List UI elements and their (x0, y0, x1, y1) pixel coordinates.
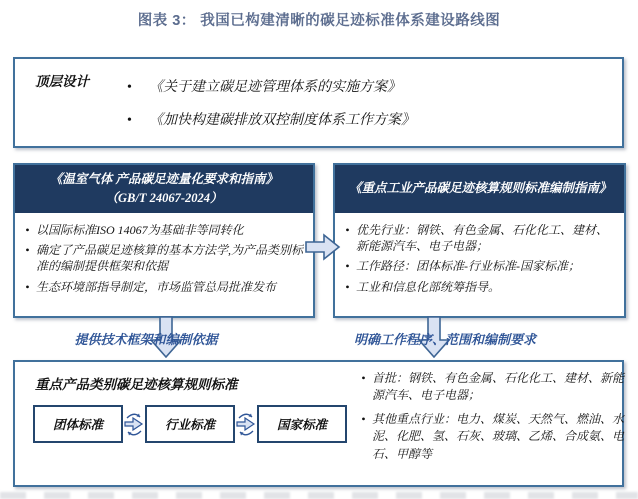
industry-guide-title: 《重点工业产品碳足迹核算规则标准编制指南》 (349, 181, 612, 196)
cycle-arrows-icon (234, 407, 258, 441)
figure-title: 图表 3： 我国已构建清晰的碳足迹标准体系建设路线图 (137, 13, 501, 29)
list-item: • 以国际标准ISO 14067为基础非等同转化 (19, 222, 307, 238)
step-industry-standard: 行业标准 (145, 405, 235, 443)
list-item: • 工业和信息化部统筹指导。 (339, 279, 618, 295)
standards-progression (33, 404, 347, 444)
product-rules-heading: 重点产品类别碳足迹核算规则标准 (35, 377, 238, 392)
list-item: • 工作路径：团体标准-行业标准-国家标准； (339, 258, 618, 274)
product-rules-box (13, 360, 624, 487)
right-arrow-label: 明确工作程序、范围和编制要求 (353, 332, 536, 347)
gbt-standard-bullet-list (15, 213, 313, 295)
list-item: • 优先行业：钢铁、有色金属、石化化工、建材、新能源汽车、电子电器； (339, 222, 618, 254)
top-design-box (13, 57, 624, 148)
list-item: • 生态环境部指导制定，市场监管总局批准发布 (19, 279, 307, 295)
list-item: • 《加快构建碳排放双控制度体系工作方案》 (123, 112, 603, 131)
industry-guide-bullet-list (335, 213, 624, 295)
gbt-standard-box (13, 163, 315, 318)
product-rules-bullet-list (355, 370, 635, 469)
industry-guide-box (333, 163, 626, 318)
gbt-standard-header (15, 165, 313, 213)
top-design-bullet-list (123, 79, 603, 145)
gbt-standard-title: 《温室气体 产品碳足迹量化要求和指南》 (49, 171, 279, 186)
top-design-label: 顶层设计 (35, 74, 89, 89)
cycle-arrows-icon (122, 407, 146, 441)
left-arrow-label: 提供技术框架和编制依据 (74, 332, 218, 347)
list-item: • 首批：钢铁、有色金属、石化化工、建材、新能源汽车、电子电器； (355, 370, 635, 405)
list-item: • 其他重点行业：电力、煤炭、天然气、燃油、水泥、化肥、氢、石灰、玻璃、乙烯、合成氨、电石、甲醇等 (355, 411, 635, 463)
industry-guide-header (335, 165, 624, 213)
list-item: • 《关于建立碳足迹管理体系的实施方案》 (123, 79, 603, 98)
footer-smudge (0, 492, 638, 499)
step-national-standard: 国家标准 (257, 405, 347, 443)
list-item: • 确定了产品碳足迹核算的基本方法学,为产品类别标准的编制提供框架和依据 (19, 242, 307, 274)
step-group-standard: 团体标准 (33, 405, 123, 443)
gbt-standard-number: （GB/T 24067-2024） (105, 191, 223, 205)
right-arrow-icon (305, 232, 341, 262)
